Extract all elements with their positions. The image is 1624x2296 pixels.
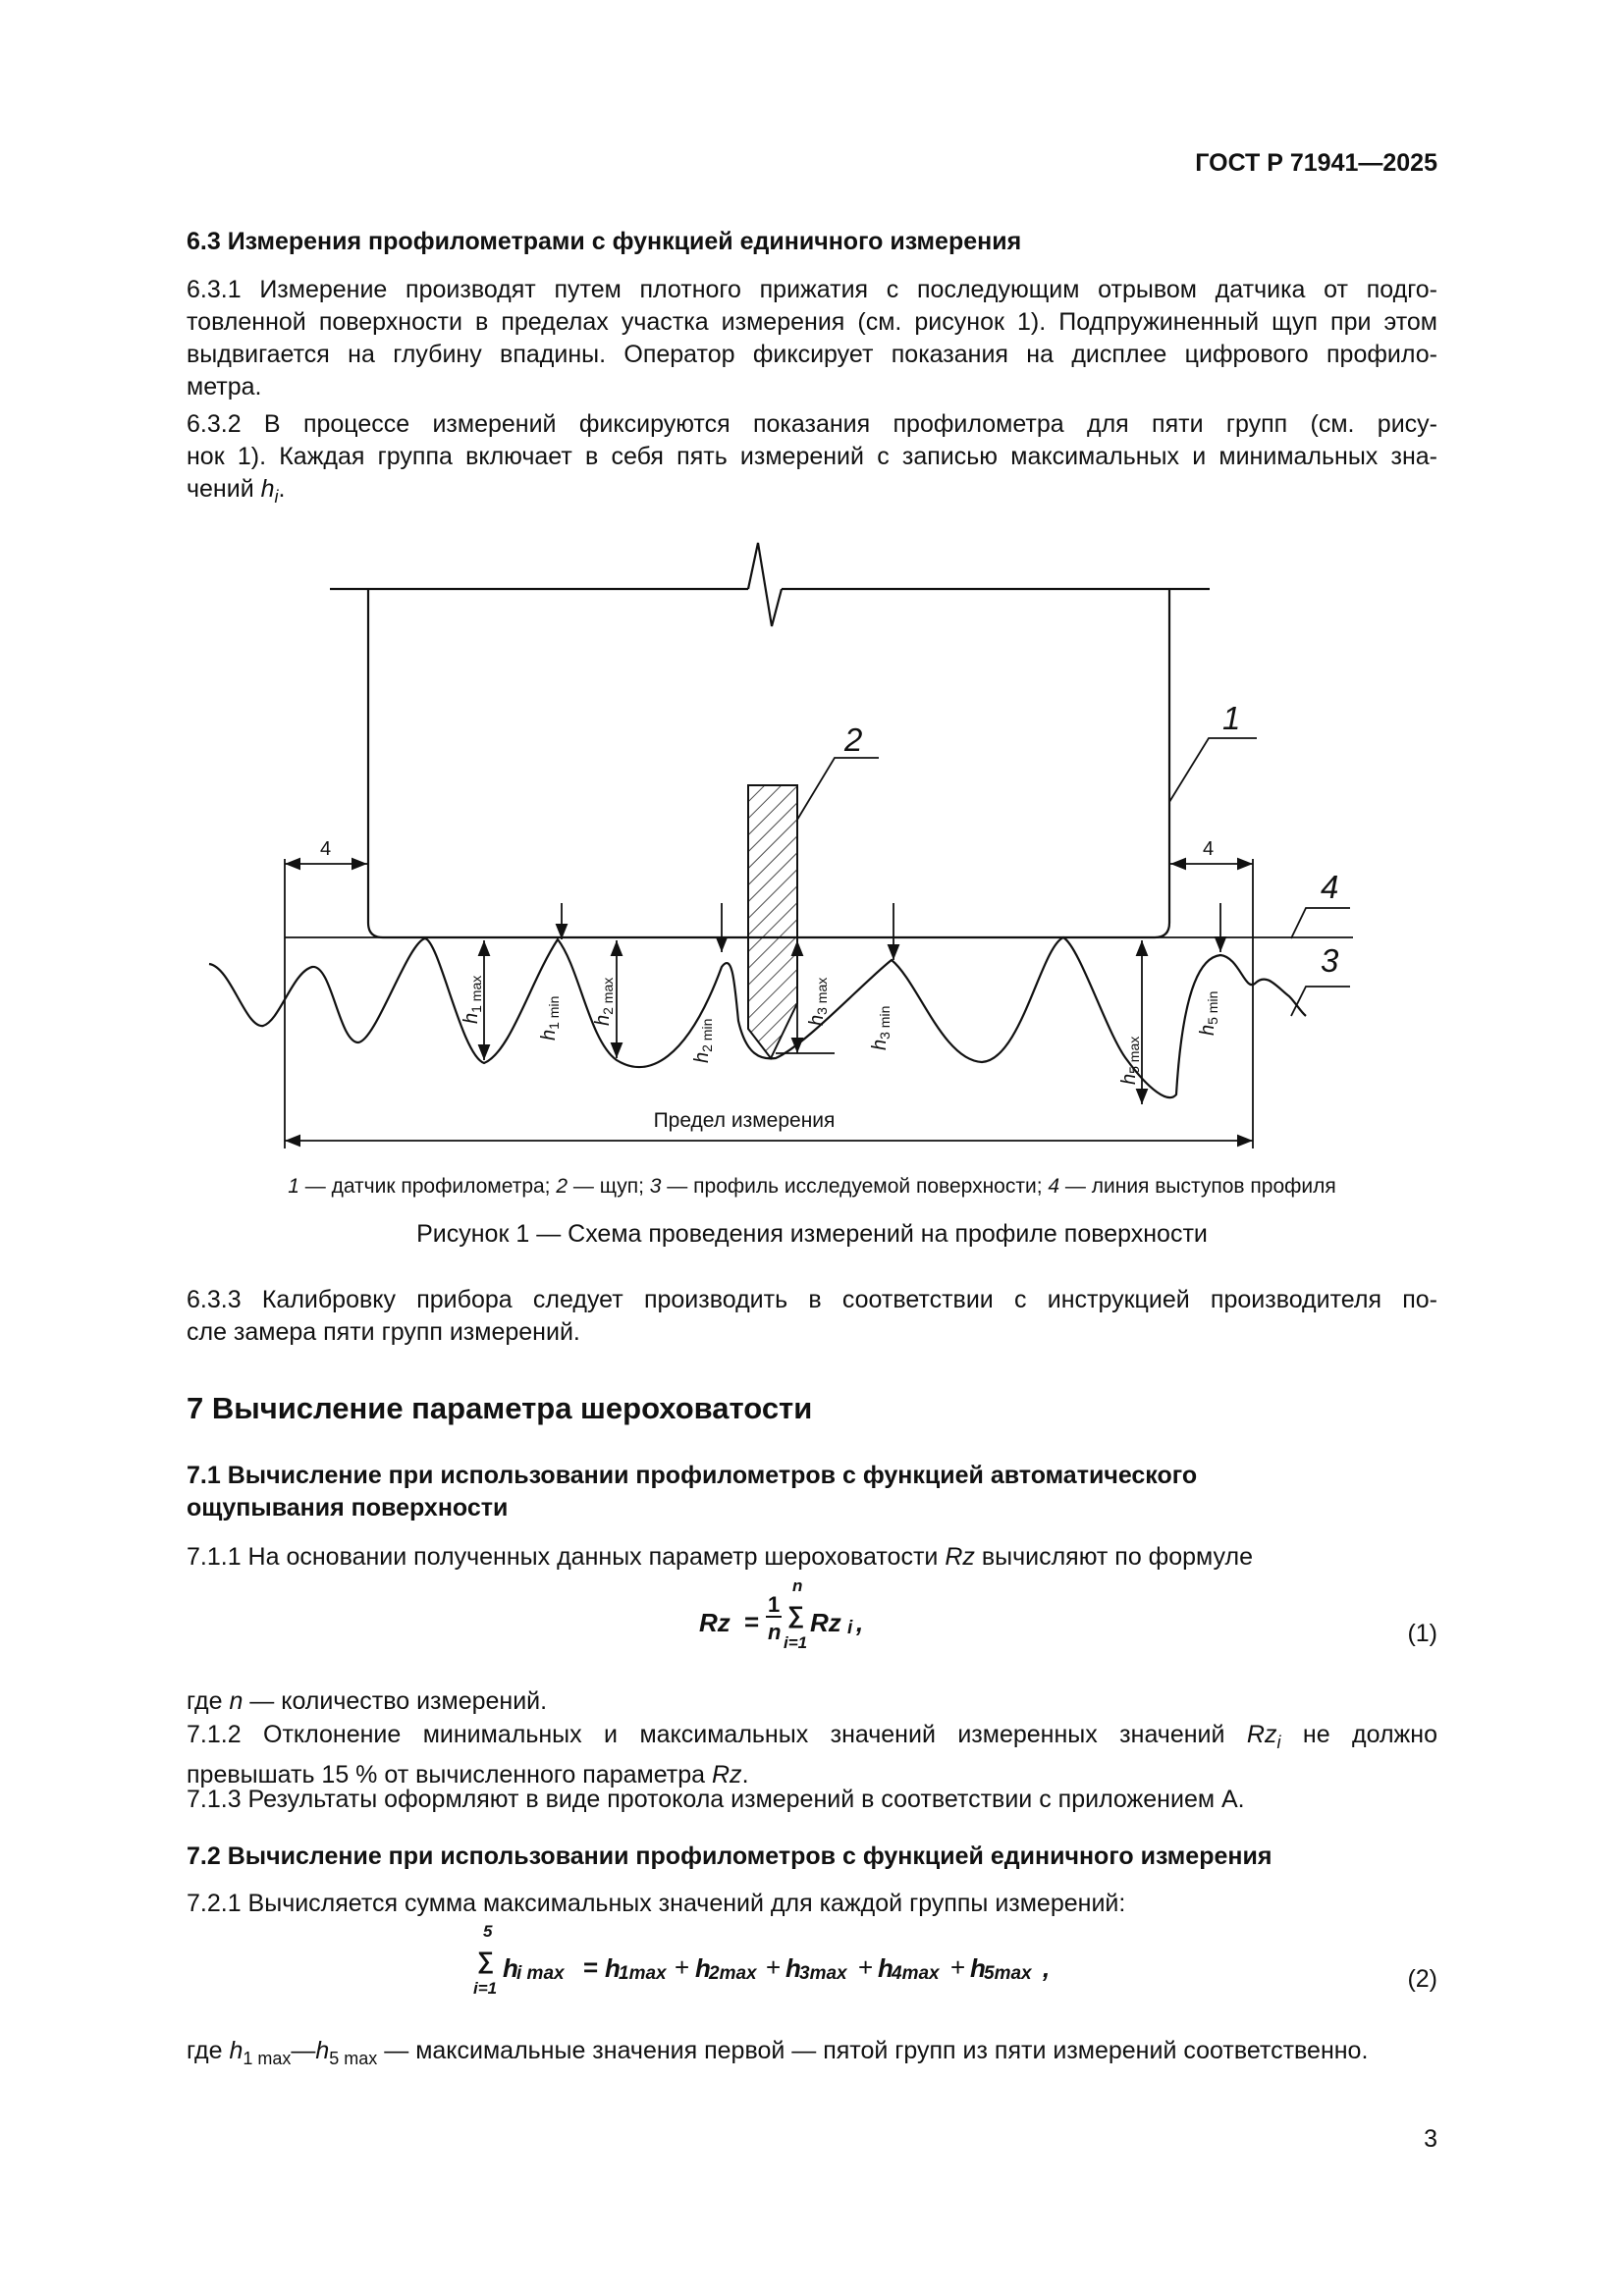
equation-2-number: (2): [1407, 1965, 1437, 1993]
p632-line-3: чений $h_i$.: [187, 475, 286, 507]
section-7-heading: 7 Вычисление параметра шероховатости: [187, 1391, 813, 1425]
paragraph-6-3-3: [187, 1284, 1437, 1349]
section-6-3-heading: 6.3 Измерения профилометрами с функцией единичного измерения: [187, 228, 1022, 255]
p631-line-3: выдвигается на глубину впадины. Оператор фиксирует показания на дисплее цифрового профило-: [187, 341, 1437, 368]
p632-line-1: 6.3.2 В процессе измерений фиксируются показания профилометра для пяти групп (см. рису-: [187, 410, 1437, 438]
p632-line-2: нок 1). Каждая группа включает в себя пять измерений с записью максимальных и минимальных зна-: [187, 443, 1437, 470]
figure-caption: Рисунок 1 — Схема проведения измерений на профиле поверхности: [416, 1220, 1208, 1248]
h2max-label: $h_{2 max}$: [592, 977, 616, 1026]
gap-label-left: 4: [320, 838, 332, 860]
p631-line-2: товленной поверхности в пределах участка измерения (см. рисунок 1). Подпружиненный щуп при этом: [187, 308, 1437, 336]
callout-1: 1: [1222, 700, 1241, 736]
page-number: 3: [1424, 2125, 1437, 2153]
callout-3: 3: [1321, 942, 1339, 979]
callout-2: 2: [844, 721, 863, 758]
h5min-label: $h_{5 min}$: [1197, 990, 1220, 1036]
equation-1: Rz = 1 n n ∑ i=1 Rz i ,: [699, 1576, 864, 1652]
h3max-label: $h_{3 max}$: [806, 977, 830, 1026]
p633-line-2: сле замера пяти групп измерений.: [187, 1318, 580, 1346]
probe: [748, 785, 797, 1058]
h3min-label: $h_{3 min}$: [869, 1005, 893, 1050]
p633-line-1: 6.3.3 Калибровку прибора следует производить в соответствии с инструкцией производителя по-: [187, 1286, 1437, 1313]
paragraph-7-2-1: 7.2.1 Вычисляется сумма максимальных значений для каждой группы измерений:: [187, 1890, 1126, 1917]
figure-legend: 1 — датчик профилометра; 2 — щуп; 3 — профиль исследуемой поверхности; 4 — линия выступов профиля: [288, 1175, 1336, 1198]
document-id: ГОСТ Р 71941—2025: [1195, 149, 1437, 177]
where-n: где n — количество измерений.: [187, 1687, 548, 1715]
paragraph-7-1-1: 7.1.1 На основании полученных данных параметр шероховатости Rz вычисляют по формуле: [187, 1543, 1253, 1571]
measurement-limit-label: Предел измерения: [653, 1109, 836, 1132]
gap-label-right: 4: [1203, 838, 1215, 860]
callout-4: 4: [1321, 869, 1339, 905]
h5max-label: $h_{5 max}$: [1118, 1036, 1142, 1085]
callout-leaders: [797, 738, 1350, 1016]
height-arrows: [484, 903, 1220, 1104]
h1max-label: $h_{1 max}$: [460, 975, 484, 1024]
paragraph-7-1-2: 7.1.2 Отклонение минимальных и максимальных значений измеренных значений $Rz_i$ не должно превышать 15 % от вычисленного параметра Rz.: [187, 1721, 1437, 1789]
where-h: где $h_{1 max}—h_{5 max}$ — максимальные значения первой — пятой групп из пяти измерений соответственно.: [187, 2037, 1369, 2068]
section-7-2-heading: 7.2 Вычисление при использовании профилометров с функцией единичного измерения: [187, 1842, 1272, 1870]
equation-1-number: (1): [1407, 1620, 1437, 1647]
p631-line-4: метра.: [187, 373, 262, 400]
section-7-1-heading: 7.1 Вычисление при использовании профилометров с функцией автоматического ощупывания поверхности: [187, 1462, 1198, 1522]
paragraph-7-1-3: 7.1.3 Результаты оформляют в виде протокола измерений в соответствии с приложением А.: [187, 1786, 1245, 1813]
p631-line-1: 6.3.1 Измерение производят путем плотного прижатия с последующим отрывом датчика от подго-: [187, 276, 1437, 303]
h1min-label: $h_{1 min}$: [538, 995, 562, 1041]
h2min-label: $h_{2 min}$: [691, 1018, 715, 1063]
h-labels: [460, 976, 1220, 1085]
equation-2: 5 ∑ i=1 h i max = h 1max + h 2max + h 3max + h 4max + h 5max ,: [473, 1922, 1051, 1998]
